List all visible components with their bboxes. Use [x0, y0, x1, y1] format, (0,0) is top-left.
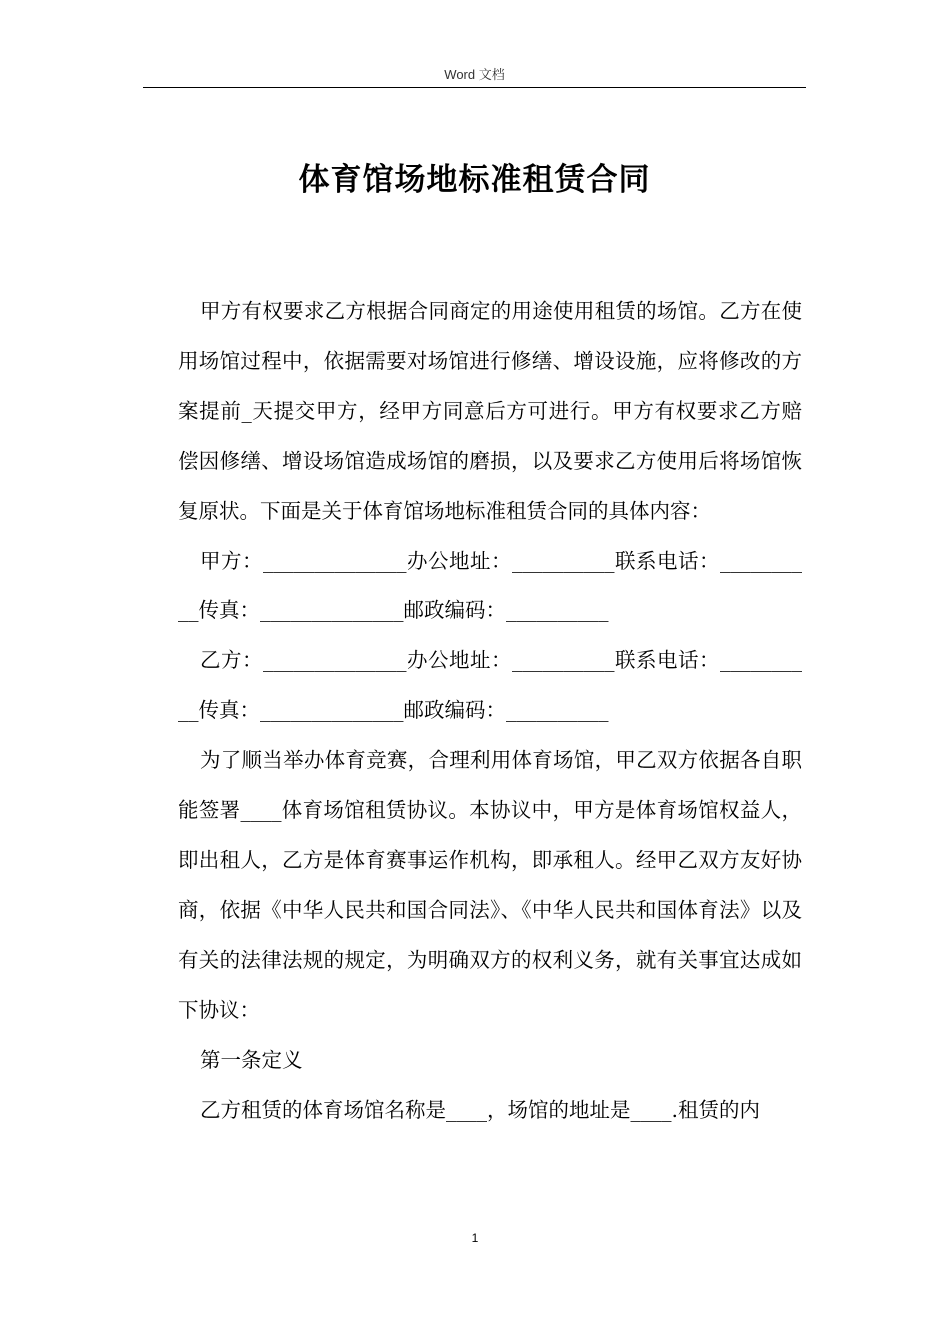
paragraph-party-b: 乙方：______________办公地址：__________联系电话：__________传真：______________邮政编码：__________ — [178, 648, 802, 723]
page-number: 1 — [471, 1231, 479, 1245]
paragraph-article-one-text: 乙方租赁的体育场馆名称是____，场馆的地址是____.租赁的内 — [200, 1097, 761, 1122]
page-header: Word 文档 — [444, 67, 505, 82]
document-body — [178, 287, 802, 1135]
paragraph-intro: 甲方有权要求乙方根据合同商定的用途使用租赁的场馆。乙方在使用场馆过程中，依据需要对场馆进行修缮、增设设施，应将修改的方案提前_天提交甲方，经甲方同意后方可进行。甲方有权要求乙方赔偿因修缮、增设场馆造成场馆的磨损，以及要求乙方使用后将场馆恢复原状。下面是关于体育馆场地标准租赁合同的具体内容： — [178, 299, 802, 523]
header-divider — [143, 87, 806, 88]
paragraph-party-a: 甲方：______________办公地址：__________联系电话：__________传真：______________邮政编码：__________ — [178, 548, 802, 623]
paragraph-article-one-heading: 第一条定义 — [200, 1047, 303, 1072]
paragraph-preamble: 为了顺当举办体育竞赛，合理利用体育场馆，甲乙双方依据各自职能签署____体育场馆租赁协议。本协议中，甲方是体育场馆权益人，即出租人，乙方是体育赛事运作机构，即承租人。经甲乙双方友好协商，依据《中华人民共和国合同法》、《中华人民共和国体育法》以及有关的法律法规的规定，为明确双方的权利义务，就有关事宜达成如下协议： — [178, 748, 802, 1022]
document-title: 体育馆场地标准租赁合同 — [298, 162, 651, 198]
